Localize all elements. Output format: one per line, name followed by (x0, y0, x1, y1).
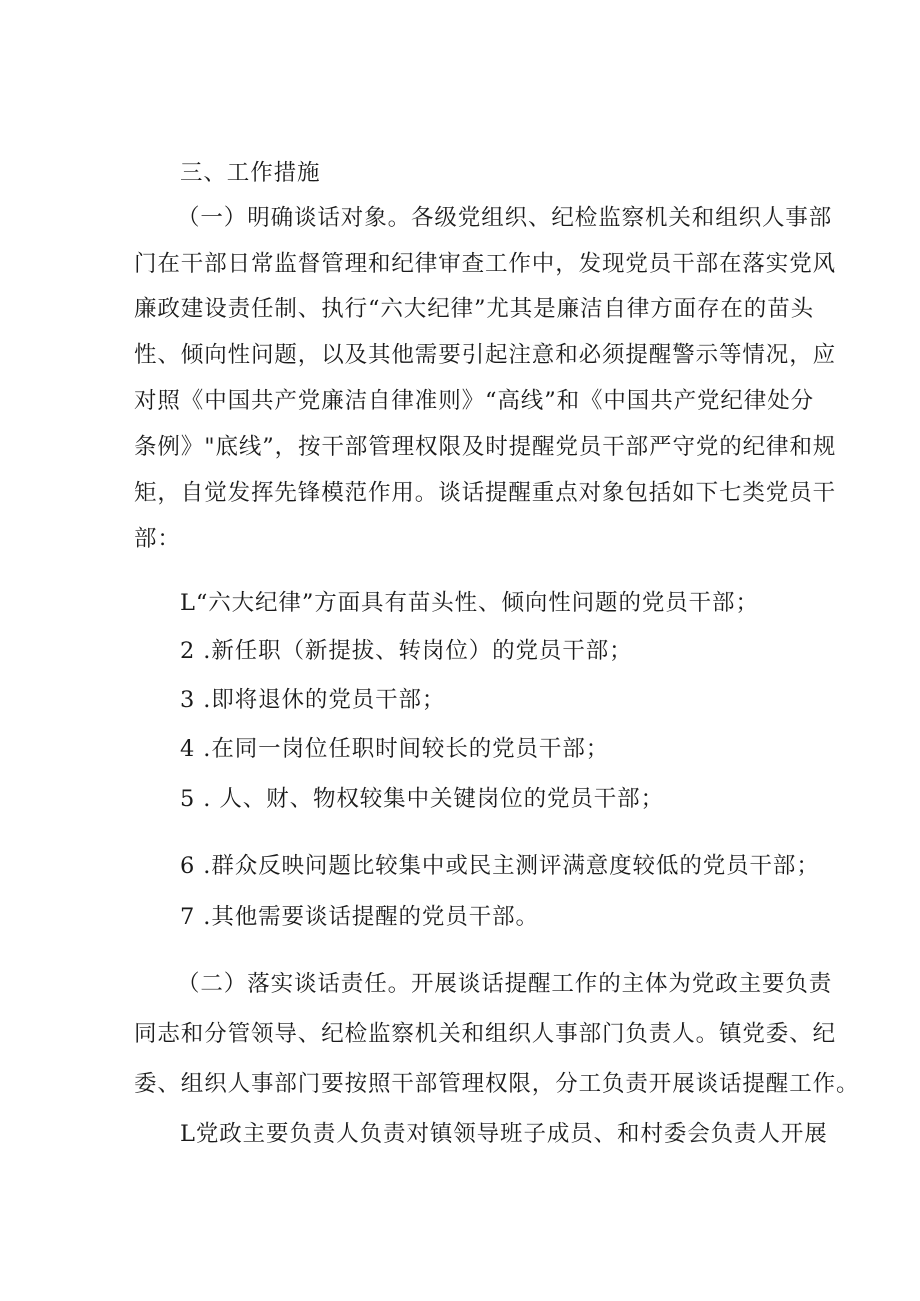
section-heading: 三、工作措施 (180, 160, 321, 186)
paragraph-line: 廉政建设责任制、执行“六大纪律”尤其是廉洁自律方面存在的苗头 (134, 296, 815, 322)
paragraph-line: 同志和分管领导、纪检监察机关和组织人事部门负责人。镇党委、纪 (134, 1021, 837, 1047)
paragraph-line: 门在干部日常监督管理和纪律审查工作中，发现党员干部在落实党风 (134, 251, 837, 277)
list-item: 3 .即将退休的党员干部； (180, 687, 446, 713)
list-item: 4 .在同一岗位任职时间较长的党员干部； (180, 736, 610, 762)
paragraph-line: （一）明确谈话对象。各级党组织、纪检监察机关和组织人事部 (177, 205, 833, 231)
paragraph-line: 对照《中国共产党廉洁自律准则》“高线”和《中国共产党纪律处分 (134, 388, 815, 414)
paragraph-line: 委、组织人事部门要按照干部管理权限，分工负责开展谈话提醒工作。 (134, 1071, 860, 1097)
paragraph-line: L党政主要负责人负责对镇领导班子成员、和村委会负责人开展 (180, 1121, 828, 1147)
list-item: L“六大纪律”方面具有苗头性、倾向性问题的党员干部； (180, 590, 759, 616)
list-item: 5 . 人、财、物权较集中关键岗位的党员干部； (180, 786, 664, 812)
paragraph-line: 条例》"底线”，按干部管理权限及时提醒党员干部严守党的纪律和规 (134, 434, 837, 460)
list-item: 2 .新任职（新提拔、转岗位）的党员干部； (180, 638, 633, 664)
paragraph-line: 部： (134, 526, 181, 552)
list-item: 7 .其他需要谈话提醒的党员干部。 (180, 904, 539, 930)
paragraph-line: 矩，自觉发挥先锋模范作用。谈话提醒重点对象包括如下七类党员干 (134, 480, 837, 506)
list-item: 6 .群众反映问题比较集中或民主测评满意度较低的党员干部； (180, 853, 820, 879)
paragraph-line: 性、倾向性问题，以及其他需要引起注意和必须提醒警示等情况，应 (134, 342, 837, 368)
paragraph-line: （二）落实谈话责任。开展谈话提醒工作的主体为党政主要负责 (177, 971, 833, 997)
